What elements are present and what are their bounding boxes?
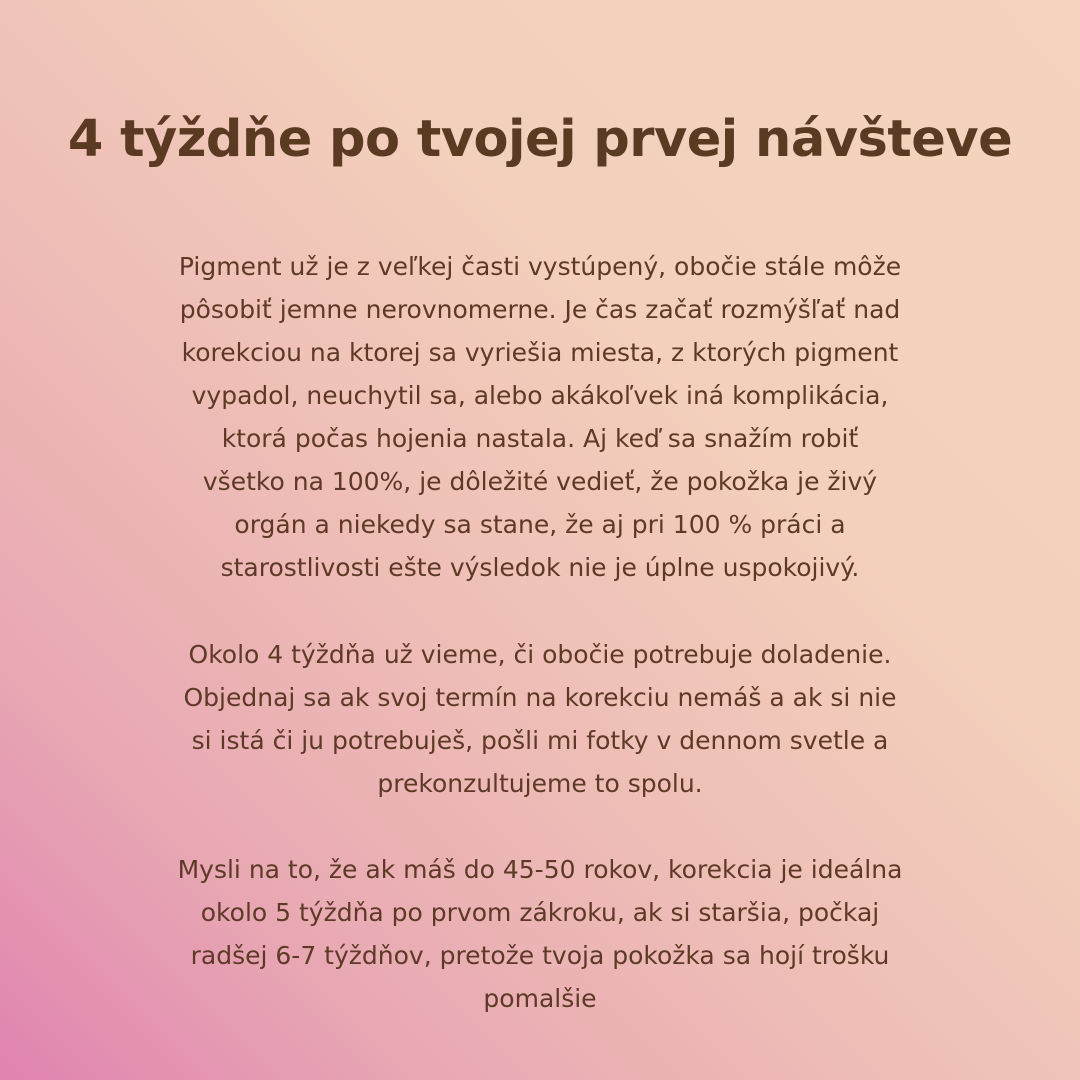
text-line: okolo 5 týždňa po prvom zákroku, ak si staršia, počkaj — [200, 898, 880, 927]
text-line: všetko na 100%, je dôležité vedieť, že pokožka je živý — [202, 467, 878, 496]
paragraph-pigment-healing — [120, 245, 960, 589]
page-title: 4 týždňe po tvojej prvej návšteve — [67, 110, 1013, 169]
text-line: korekciou na ktorej sa vyriešia miesta, z ktorých pigment — [181, 338, 899, 367]
text-line: ktorá počas hojenia nastala. Aj keď sa snažím robiť — [221, 424, 859, 453]
text-line: pôsobiť jemne nerovnomerne. Je čas začať rozmýšľať nad — [179, 295, 901, 324]
text-line: si istá či ju potrebuješ, pošli mi fotky v dennom svetle a — [191, 726, 889, 755]
text-line: vypadol, neuchytil sa, alebo akákoľvek iná komplikácia, — [191, 381, 889, 410]
text-line: orgán a niekedy sa stane, že aj pri 100 % práci a — [234, 510, 846, 539]
text-line: prekonzultujeme to spolu. — [377, 769, 703, 798]
paragraph-correction-booking — [120, 633, 960, 805]
paragraph-age-timing — [120, 848, 960, 1020]
text-line: Pigment už je z veľkej časti vystúpený, obočie stále môže — [178, 252, 902, 281]
text-line: starostlivosti ešte výsledok nie je úplne uspokojivý. — [220, 553, 860, 582]
text-line: Mysli na to, že ak máš do 45-50 rokov, korekcia je ideálna — [177, 855, 903, 884]
text-line: radšej 6-7 týždňov, pretože tvoja pokožka sa hojí trošku — [190, 941, 890, 970]
text-line: pomalšie — [483, 984, 597, 1013]
text-line: Okolo 4 týždňa už vieme, či obočie potrebuje doladenie. — [188, 640, 892, 669]
text-line: Objednaj sa ak svoj termín na korekciu nemáš a ak si nie — [183, 683, 897, 712]
